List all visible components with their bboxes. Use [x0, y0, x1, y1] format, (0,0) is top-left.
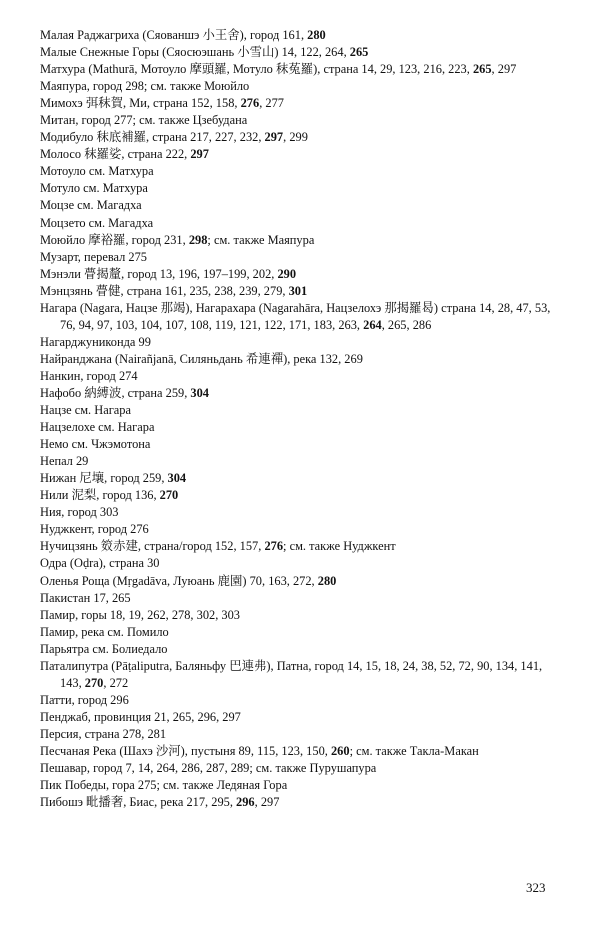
- index-entry: [40, 777, 562, 794]
- entry-text: Нацзе см. Нагара: [40, 403, 131, 418]
- entry-text: Персия, страна 278, 281: [40, 726, 167, 741]
- index-entry: [40, 95, 562, 112]
- index-entry: [40, 743, 562, 760]
- bold-page-ref: 297: [264, 130, 284, 145]
- entry-text: Ния, город 303: [40, 505, 119, 520]
- entry-text: Нили 泥梨, город 136,: [40, 488, 160, 503]
- entry-text: ; см. также Нуджкент: [283, 539, 396, 554]
- entry-text: Модибуло 秣底補羅, страна 217, 227, 232,: [40, 130, 265, 145]
- index-entry: [40, 112, 562, 129]
- entry-text: , 265, 286: [381, 317, 432, 332]
- index-entry: [40, 368, 562, 385]
- index-entry: [40, 453, 562, 470]
- entry-text: Немо см. Чжэмотона: [40, 437, 151, 452]
- bold-page-ref: 297: [190, 147, 209, 162]
- index-list: [40, 27, 562, 811]
- entry-text: ; см. также Такла-Макан: [349, 743, 479, 758]
- bold-page-ref: 260: [330, 743, 350, 758]
- bold-page-ref: 296: [236, 795, 255, 810]
- bold-page-ref: 280: [307, 28, 326, 42]
- entry-text: , 277: [259, 96, 284, 111]
- entry-text: , 272: [103, 675, 129, 690]
- entry-text: ; см. также Маяпура: [207, 232, 315, 247]
- entry-text: Мимохэ 弭秣賀, Ми, страна 152, 158,: [40, 96, 241, 111]
- entry-text: , 299: [283, 130, 308, 145]
- index-entry: [40, 624, 562, 641]
- entry-text: Моюйло 摩裕羅, город 231,: [40, 232, 189, 247]
- bold-page-ref: 301: [288, 283, 308, 298]
- entry-text: Мотуло см. Матхура: [40, 181, 148, 196]
- entry-text: Нижан 尼壤, город 259,: [40, 471, 168, 486]
- index-entry: [40, 232, 562, 249]
- index-entry: [40, 163, 562, 180]
- entry-text: Малая Раджагриха (Сяованшэ 小王舍), город 161,: [40, 28, 308, 42]
- entry-text: Одра (Oḍra), страна 30: [40, 556, 160, 571]
- index-entry: [40, 300, 562, 334]
- entry-text: Моцзе см. Магадха: [40, 198, 142, 213]
- bold-page-ref: 304: [167, 471, 187, 486]
- entry-text: Музарт, перевал 275: [40, 249, 147, 264]
- index-entry: [40, 487, 562, 504]
- entry-text: Митан, город 277; см. также Цзебудана: [40, 113, 248, 128]
- index-entry: [40, 283, 562, 300]
- entry-text: Мотоуло см. Матхура: [40, 164, 154, 179]
- bold-page-ref: 280: [317, 573, 337, 588]
- bold-page-ref: 276: [240, 96, 260, 111]
- index-entry: [40, 402, 562, 419]
- index-entry: [40, 180, 562, 197]
- entry-text: Пик Победы, гора 275; см. также Ледяная Гора: [40, 778, 288, 793]
- bold-page-ref: 298: [188, 232, 208, 247]
- entry-text: Пибошэ 毗播奢, Биас, река 217, 295,: [40, 795, 237, 810]
- index-entry: [40, 590, 562, 607]
- index-entry: [40, 726, 562, 743]
- bold-page-ref: 265: [472, 62, 492, 77]
- page-number: 323: [526, 880, 546, 895]
- entry-text: Памир, река см. Помило: [40, 624, 169, 639]
- entry-text: Матхура (Mathurā, Мотоуло 摩頭羅, Мотуло 秣菟羅), страна 14, 29, 123, 216, 223,: [40, 62, 473, 77]
- entry-text: Нагара (Nagara, Нацзе 那竭), Нагарахара (Nagarahāra, Нацзелохэ 那揭羅曷) страна 14, 28, 47, 53, 76, 94, 97, 103, 104, 107, 108, 119, 121, 122, 171, 183, 263,: [40, 300, 551, 332]
- entry-text: Патти, город 296: [40, 692, 129, 707]
- entry-text: Оленья Роща (Mṛgadāva, Луюань 鹿園) 70, 163, 272,: [40, 573, 318, 588]
- entry-text: Мэнэли 瞢揭釐, город 13, 196, 197–199, 202,: [40, 266, 278, 281]
- index-entry: [40, 334, 562, 351]
- index-entry: [40, 521, 562, 538]
- index-entry: [40, 555, 562, 572]
- bold-page-ref: 276: [264, 539, 284, 554]
- index-entry: [40, 573, 562, 590]
- index-entry: [40, 78, 562, 95]
- index-entry: [40, 709, 562, 726]
- index-entry: [40, 146, 562, 163]
- index-entry: [40, 266, 562, 283]
- bold-page-ref: 270: [84, 675, 104, 690]
- entry-text: Нафобо 納縛波, страна 259,: [40, 385, 191, 400]
- entry-text: Памир, горы 18, 19, 262, 278, 302, 303: [40, 607, 240, 622]
- entry-text: Нуджкент, город 276: [40, 522, 149, 537]
- index-entry: [40, 436, 562, 453]
- entry-text: Пенджаб, провинция 21, 265, 296, 297: [40, 709, 241, 724]
- entry-text: Нанкин, город 274: [40, 368, 138, 383]
- index-entry: [40, 61, 562, 78]
- index-entry: [40, 470, 562, 487]
- index-entry: [40, 641, 562, 658]
- entry-text: Пакистан 17, 265: [40, 590, 131, 605]
- entry-text: Непал 29: [40, 454, 89, 469]
- entry-text: Песчаная Река (Шахэ 沙河), пустыня 89, 115, 123, 150,: [40, 743, 331, 758]
- index-entry: [40, 760, 562, 777]
- entry-text: Нацзелохе см. Нагара: [40, 420, 155, 435]
- entry-text: Паталипутра (Pāṭaliputra, Баляньфу 巴連弗), Патна, город 14, 15, 18, 24, 38, 52, 72, 90, 134, 141, 143,: [40, 658, 543, 690]
- entry-text: Маяпура, город 298; см. также Моюйло: [40, 79, 250, 94]
- index-entry: [40, 44, 562, 61]
- index-entry: [40, 27, 562, 44]
- entry-text: Нучицзянь 笯赤建, страна/город 152, 157,: [40, 539, 265, 554]
- entry-text: , 297: [491, 62, 517, 77]
- entry-text: Молосо 秣羅娑, страна 222,: [40, 147, 191, 162]
- index-entry: [40, 385, 562, 402]
- entry-text: , 297: [254, 795, 280, 810]
- index-entry: [40, 419, 562, 436]
- index-entry: [40, 249, 562, 266]
- index-entry: [40, 692, 562, 709]
- bold-page-ref: 304: [190, 385, 209, 400]
- entry-text: Парьятра см. Болиедало: [40, 641, 168, 656]
- index-entry: [40, 129, 562, 146]
- entry-text: Моцзето см. Магадха: [40, 215, 154, 230]
- bold-page-ref: 270: [159, 488, 179, 503]
- index-entry: [40, 607, 562, 624]
- index-entry: [40, 658, 562, 692]
- bold-page-ref: 264: [363, 317, 382, 332]
- index-entry: [40, 794, 562, 811]
- entry-text: Малые Снежные Горы (Сяосюэшань 小雪山) 14, 122, 264,: [40, 45, 350, 60]
- bold-page-ref: 265: [349, 45, 369, 60]
- entry-text: Нагарджуниконда 99: [40, 334, 151, 349]
- index-entry: [40, 215, 562, 232]
- entry-text: Пешавар, город 7, 14, 264, 286, 287, 289; см. также Пурушапура: [40, 761, 377, 776]
- index-entry: [40, 197, 562, 214]
- entry-text: Мэнцзянь 瞢健, страна 161, 235, 238, 239, 279,: [40, 283, 289, 298]
- index-entry: [40, 538, 562, 555]
- index-entry: [40, 504, 562, 521]
- entry-text: Найранджана (Nairañjanā, Силяньдань 希連禪), река 132, 269: [40, 351, 363, 366]
- index-entry: [40, 351, 562, 368]
- bold-page-ref: 290: [277, 266, 297, 281]
